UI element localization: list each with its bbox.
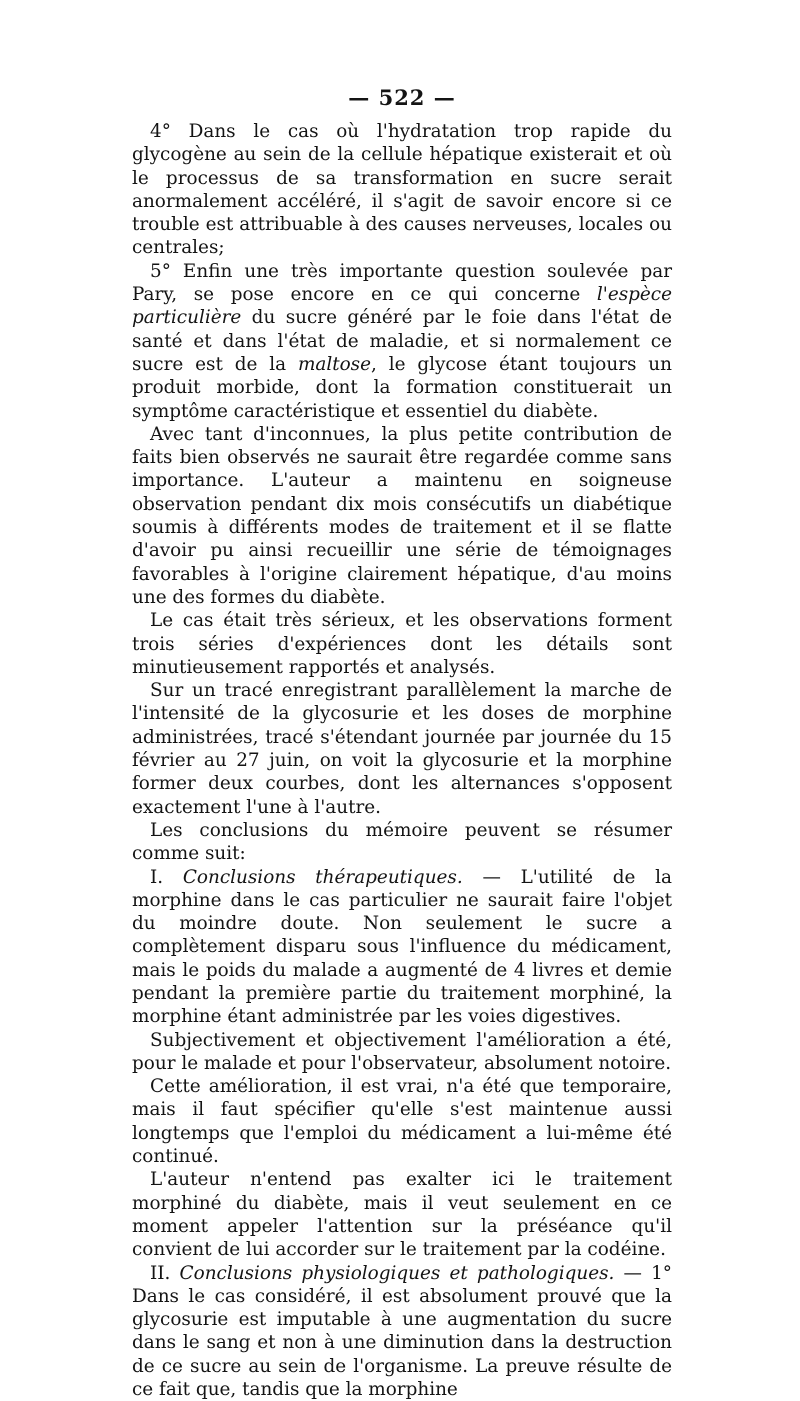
text-run: I. [150, 866, 183, 888]
italic-text: Conclusions physiologiques et pathologiques. [179, 1262, 615, 1284]
text-run: , le glycose étant toujours un produit morbide, dont la formation constituerait un symptôme caractéristique et essentiel du diabète. [132, 353, 672, 422]
text-run: Le cas était très sérieux, et les observations forment trois séries d'expériences dont les détails sont minutieusement rapportés et analysés. [132, 610, 672, 678]
text-run: Subjectivement et objectivement l'amélioration a été, pour le malade et pour l'observateur, absolument notoire. [132, 1029, 672, 1074]
page-number: — 522 — [348, 85, 456, 110]
text-run: L'auteur n'entend pas exalter ici le traitement morphiné du diabète, mais il veut seulement en ce moment appeler l'attention sur la préséance qu'il convient de lui accorder sur le traitement par la codéine. [132, 1169, 672, 1261]
text-run: Sur un tracé enregistrant parallèlement la marche de l'intensité de la glycosurie et les doses de morphine administrées, tracé s'étendant journée par journée du 15 février au 27 juin, on voit la glycosurie et la morphine former deux courbes, dont les alternances s'opposent exactement l'une à l'autre. [132, 680, 672, 818]
paragraph [132, 120, 672, 260]
italic-text: Conclusions thérapeutiques. [182, 866, 463, 888]
paragraph [132, 1029, 672, 1076]
italic-text: maltose [297, 353, 372, 375]
italic-text: l'espèce particulière [132, 284, 672, 329]
paragraph [132, 1075, 672, 1168]
paragraph [132, 423, 672, 609]
text-run: Cette amélioration, il est vrai, n'a été que temporaire, mais il faut spécifier qu'elle s'est maintenue aussi longtemps que l'emploi du médicament a lui-même été continué. [132, 1076, 672, 1168]
paragraph [132, 609, 672, 679]
paragraph [132, 1168, 672, 1261]
text-run: 5° Enfin une très importante question soulevée par Pary, se pose encore en ce qui concerne [132, 260, 672, 306]
text-run: Avec tant d'inconnues, la plus petite contribution de faits bien observés ne saurait être regardée comme sans importance. L'auteur a maintenu en soigneuse observation pendant dix mois consécutifs un diabétique soumis à différents modes de traitement et il se flatte d'avoir pu ainsi recueillir une série de témoignages favorables à l'origine clairement hépatique, d'au moins une des formes du diabète. [132, 423, 672, 608]
text-run: — L'utilité de la morphine dans le cas particulier ne saurait faire l'objet du moindre doute. Non seulement le sucre a complètement disparu sous l'influence du médicament, mais le poids du malade a augmenté de 4 livres et demie pendant la première partie du traitement morphiné, la morphine étant administrée par les voies digestives. [132, 866, 672, 1028]
text-run: du sucre généré par le foie dans l'état de santé et dans l'état de maladie, et si normalement ce sucre est de la [132, 307, 672, 375]
body-text [132, 120, 672, 1401]
paragraph [132, 866, 672, 1029]
paragraph [132, 679, 672, 819]
paragraph [132, 819, 672, 866]
text-run: — 1° Dans le cas considéré, il est absolument prouvé que la glycosurie est imputable à une augmentation du sucre dans le sang et non à une diminution dans la destruction de ce sucre au sein de l'organisme. La preuve résulte de ce fait que, tandis que la morphine [132, 1262, 672, 1401]
text-run: 4° Dans le cas où l'hydratation trop rapide du glycogène au sein de la cellule hépatique existerait et où le processus de sa transformation en sucre serait anormalement accéléré, il s'agit de savoir encore si ce trouble est attribuable à des causes nerveuses, locales ou centrales; [132, 121, 672, 259]
book-page [132, 84, 672, 1401]
text-run: Les conclusions du mémoire peuvent se résumer comme suit: [132, 819, 672, 865]
paragraph [132, 1262, 672, 1401]
text-run: II. [150, 1262, 180, 1284]
paragraph [132, 260, 672, 423]
